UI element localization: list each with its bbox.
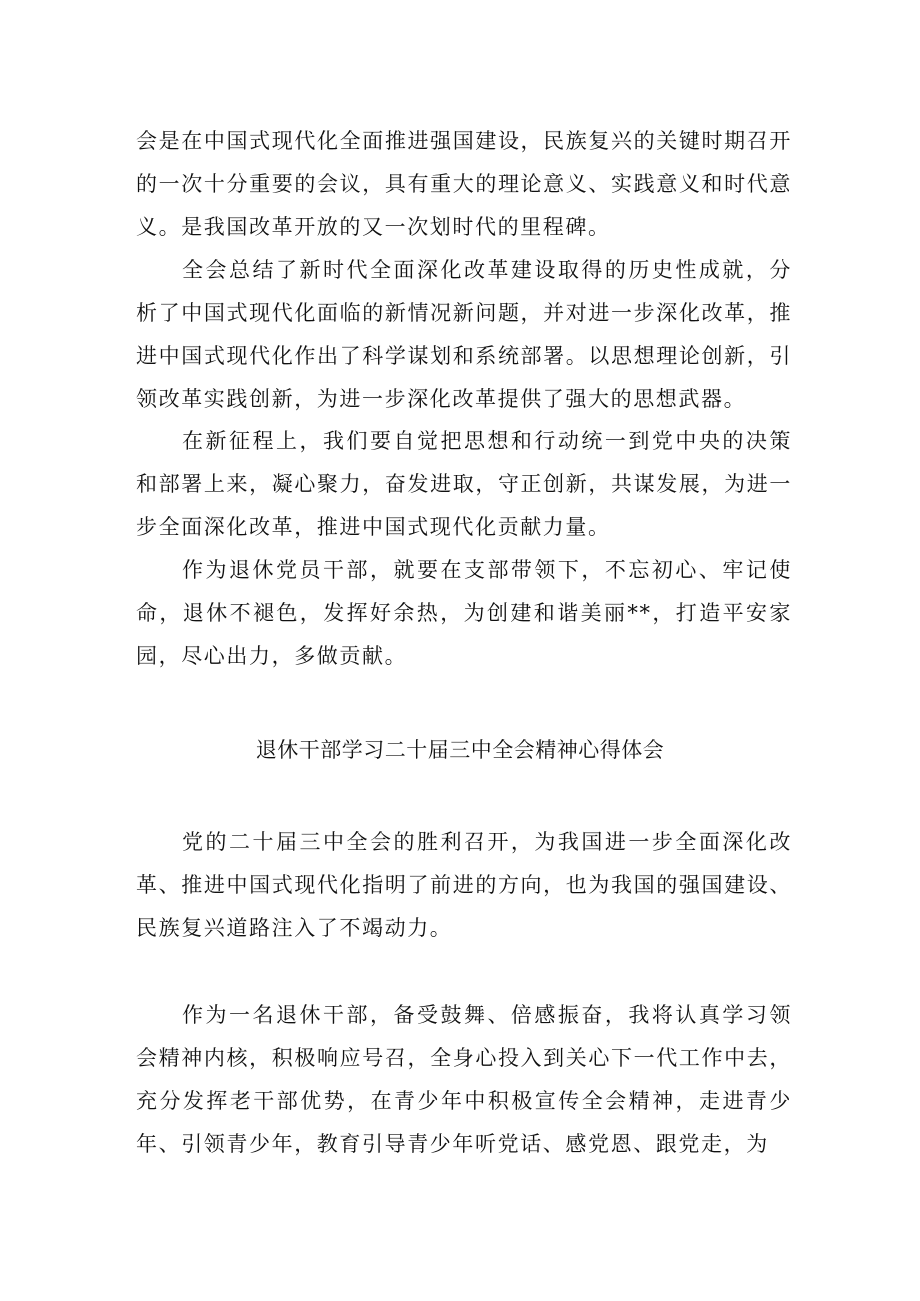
paragraph-3: 在新征程上，我们要自觉把思想和行动统一到党中央的决策和部署上来，凝心聚力，奋发进取，守正创新，共谋发展，为进一步全面深化改革，推进中国式现代化贡献力量。 (136, 429, 792, 539)
paragraph-2: 全会总结了新时代全面深化改革建设取得的历史性成就，分析了中国式现代化面临的新情况新问题，并对进一步深化改革，推进中国式现代化作出了科学谋划和系统部署。以思想理论创新，引领改革实践创新，为进一步深化改革提供了强大的思想武器。 (136, 258, 792, 411)
paragraph-1-continued: 会是在中国式现代化全面推进强国建设，民族复兴的关键时期召开的一次十分重要的会议，具有重大的理论意义、实践意义和时代意义。是我国改革开放的又一次划时代的里程碑。 (136, 129, 792, 239)
paragraph-4: 作为退休党员干部，就要在支部带领下，不忘初心、牢记使命，退休不褪色，发挥好余热，为创建和谐美丽**，打造平安家园，尽心出力，多做贡献。 (136, 558, 792, 668)
paragraph-5: 党的二十届三中全会的胜利召开，为我国进一步全面深化改革、推进中国式现代化指明了前进的方向，也为我国的强国建设、民族复兴道路注入了不竭动力。 (136, 830, 792, 940)
paragraph-6: 作为一名退休干部，备受鼓舞、倍感振奋，我将认真学习领会精神内核，积极响应号召，全身心投入到关心下一代工作中去，充分发挥老干部优势，在青少年中积极宣传全会精神，走进青少年、引领青少年，教育引导青少年听党话、感党恩、跟党走，为 (136, 1003, 792, 1156)
section-title: 退休干部学习二十届三中全会精神心得体会 (255, 738, 665, 762)
